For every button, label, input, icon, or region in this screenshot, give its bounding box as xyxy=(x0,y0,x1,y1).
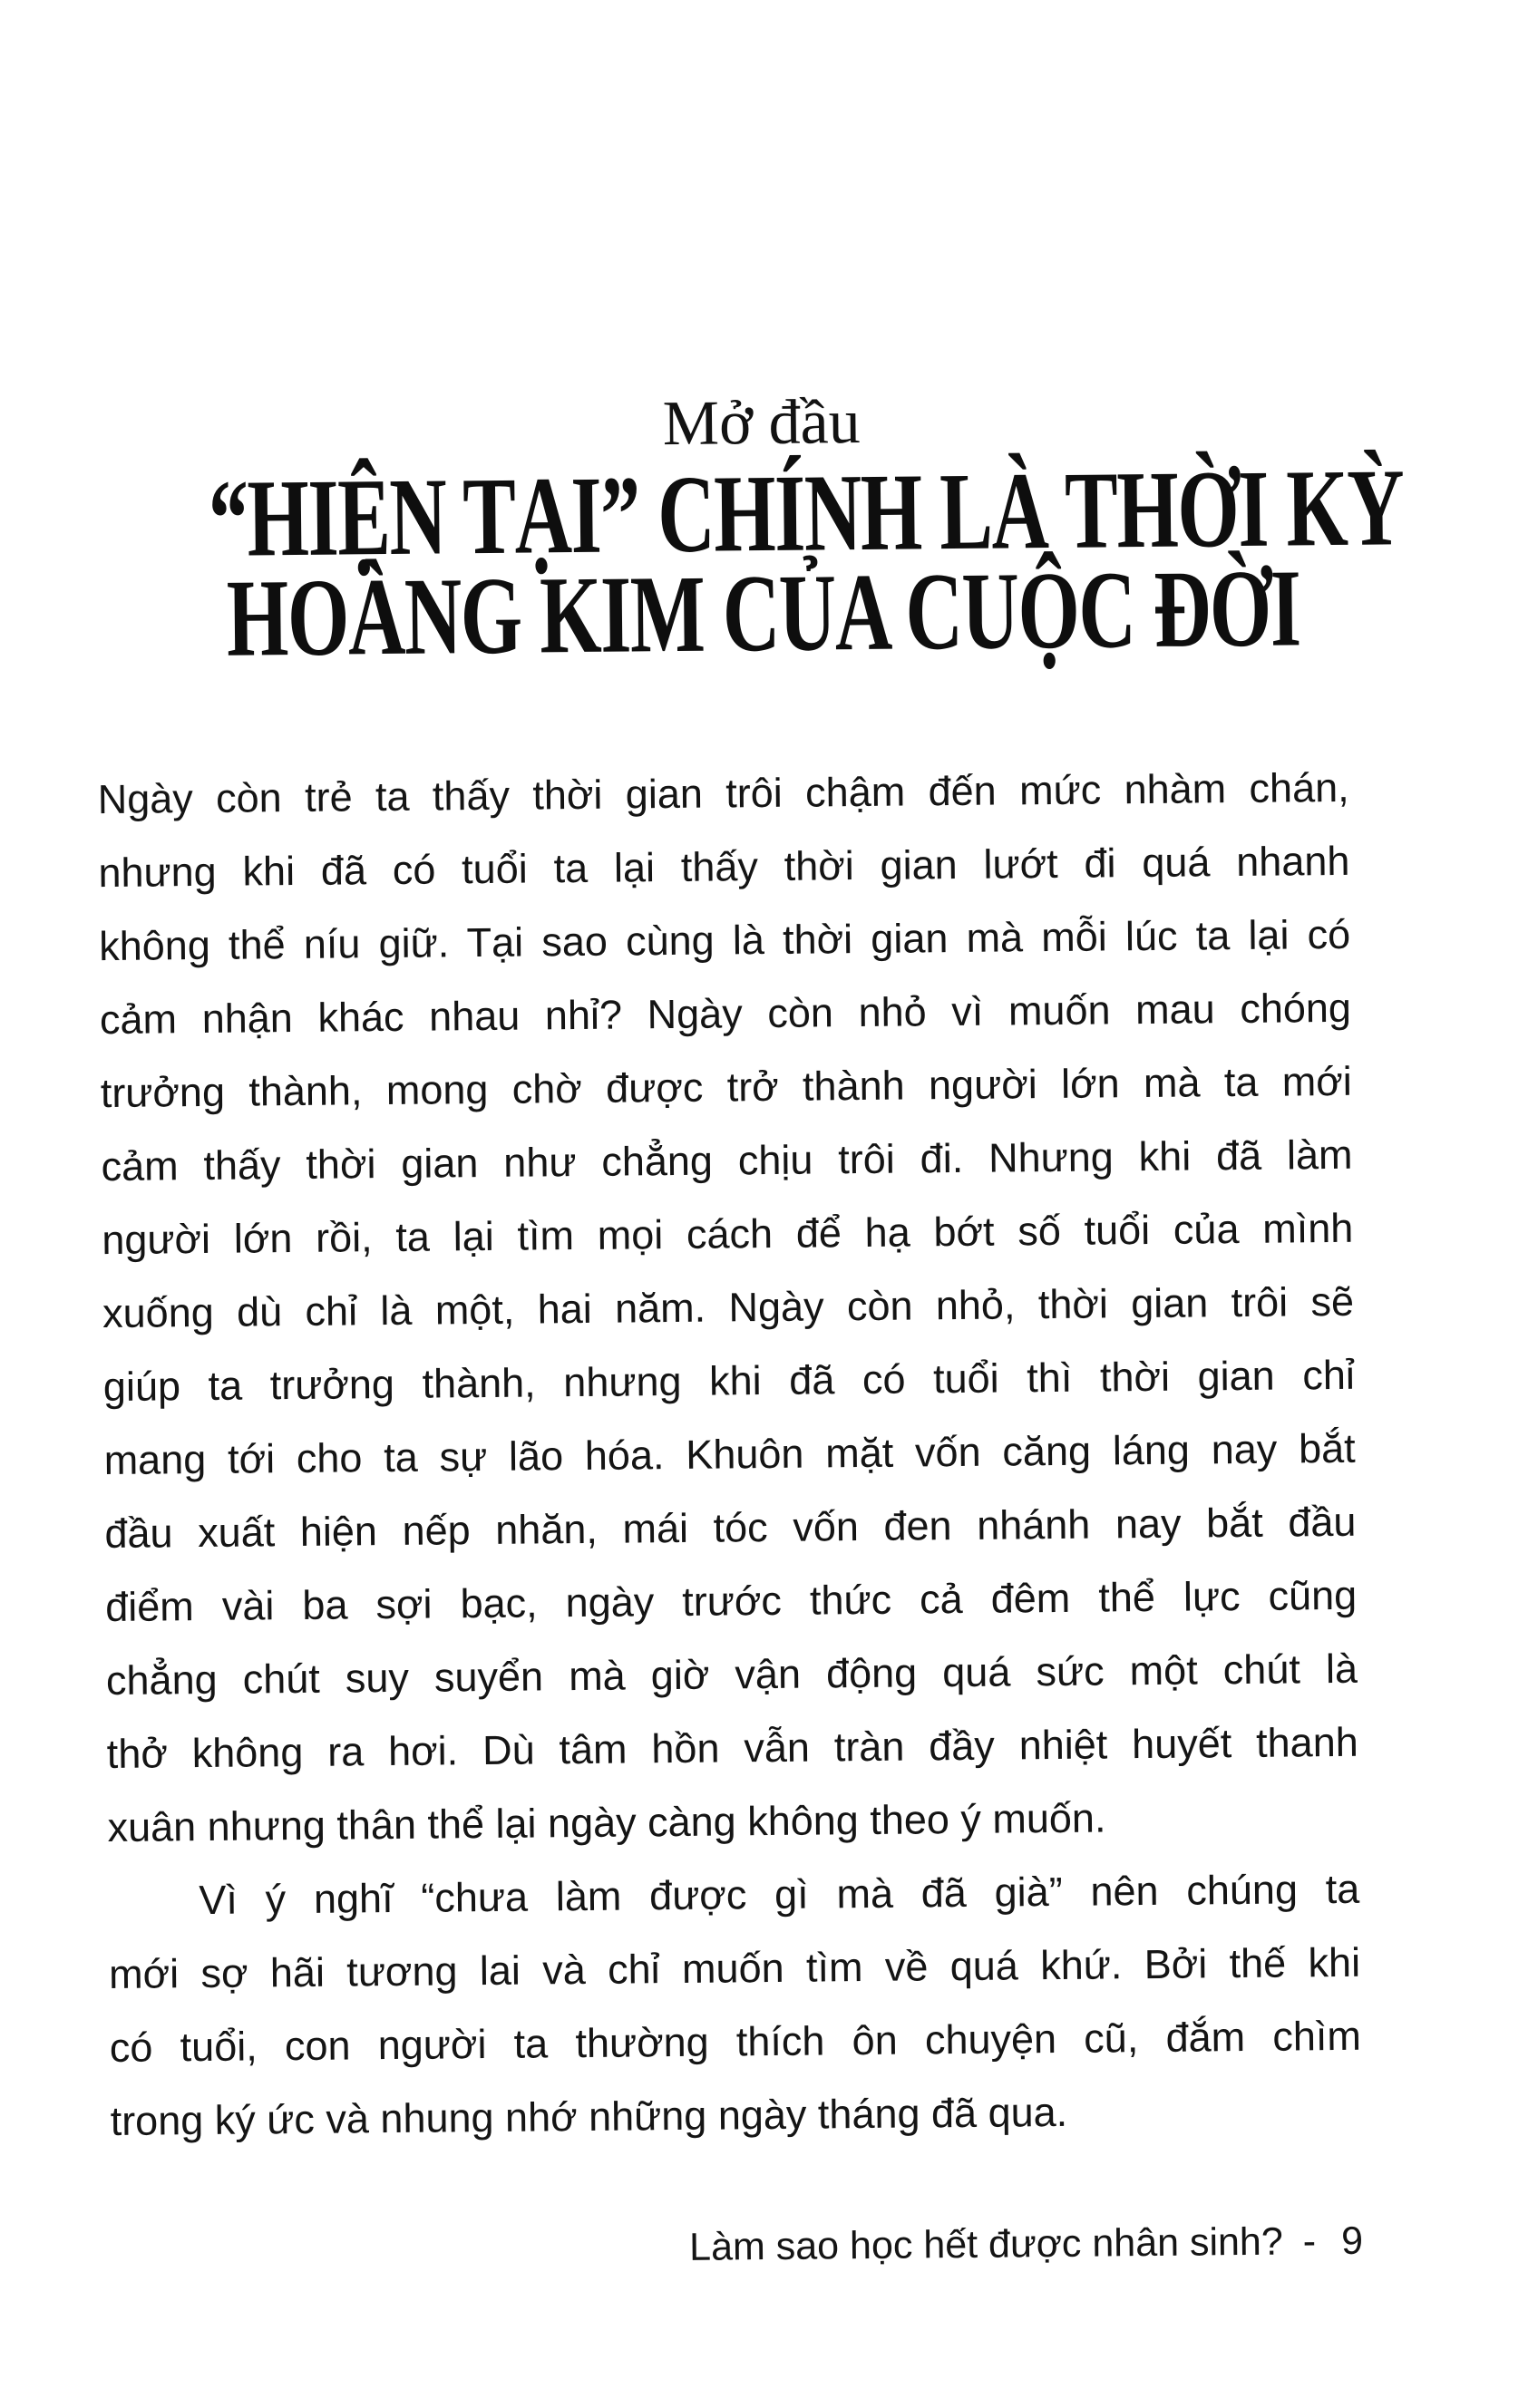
footer-separator: - xyxy=(1302,2219,1317,2264)
body-line: trong ký ức và nhung nhớ những ngày tháng đã qua. xyxy=(110,2088,1068,2145)
body-line: cảm nhận khác nhau nhỉ? Ngày còn nhỏ vì muốn mau chóng xyxy=(99,984,1352,1044)
body-line: mang tới cho ta sự lão hóa. Khuôn mặt vốn căng láng nay bắt xyxy=(103,1424,1356,1484)
body-line: người lớn rồi, ta lại tìm mọi cách để hạ bớt số tuổi của mình xyxy=(102,1204,1354,1264)
body-line: điểm vài ba sợi bạc, ngày trước thức cả đêm thể lực cũng xyxy=(104,1571,1358,1631)
page-title xyxy=(208,446,1404,680)
body-line: không thể níu giữ. Tại sao cùng là thời gian mà mỗi lúc ta lại có xyxy=(98,910,1351,970)
body-line: nhưng khi đã có tuổi ta lại thấy thời gian lướt đi quá nhanh xyxy=(98,837,1350,897)
body-line: xuống dù chỉ là một, hai năm. Ngày còn nhỏ, thời gian trôi sẽ xyxy=(102,1277,1355,1337)
body-line: chẳng chút suy suyển mà giờ vận động quá sức một chút là xyxy=(105,1645,1358,1704)
page-title-line-1: “HIỆN TẠI” CHÍNH LÀ THỜI KỲ xyxy=(208,446,1404,580)
body-line: Ngày còn trẻ ta thấy thời gian trôi chậm đến mức nhàm chán, xyxy=(97,763,1349,823)
page-title-line-2: HOÀNG KIM CỦA CUỘC ĐỜI xyxy=(226,547,1301,680)
section-kicker: Mở đầu xyxy=(662,386,861,460)
body-line: có tuổi, con người ta thường thích ôn chuyện cũ, đắm chìm xyxy=(109,2012,1362,2072)
body-line: cảm thấy thời gian như chẳng chịu trôi đi. Nhưng khi đã làm xyxy=(101,1131,1353,1190)
body-line: đầu xuất hiện nếp nhăn, mái tóc vốn đen nhánh nay bắt đầu xyxy=(104,1498,1357,1558)
body-line: thở không ra hơi. Dù tâm hồn vẫn tràn đầy nhiệt huyết thanh xyxy=(106,1718,1358,1778)
running-footer-title: Làm sao học hết được nhân sinh? xyxy=(688,2219,1283,2269)
body-line: mới sợ hãi tương lai và chỉ muốn tìm về quá khứ. Bởi thế khi xyxy=(108,1938,1361,1998)
body-text xyxy=(97,751,1362,2158)
body-line: trưởng thành, mong chờ được trở thành người lớn mà ta mới xyxy=(100,1057,1352,1117)
body-line: xuân nhưng thân thể lại ngày càng không theo ý muốn. xyxy=(107,1794,1106,1851)
body-line: giúp ta trưởng thành, nhưng khi đã có tuổi thì thời gian chỉ xyxy=(102,1351,1356,1411)
page-number: 9 xyxy=(1340,2219,1364,2263)
body-line: Vì ý nghĩ “chưa làm được gì mà đã già” nên chúng ta xyxy=(199,1865,1360,1924)
running-footer xyxy=(112,2214,1364,2280)
